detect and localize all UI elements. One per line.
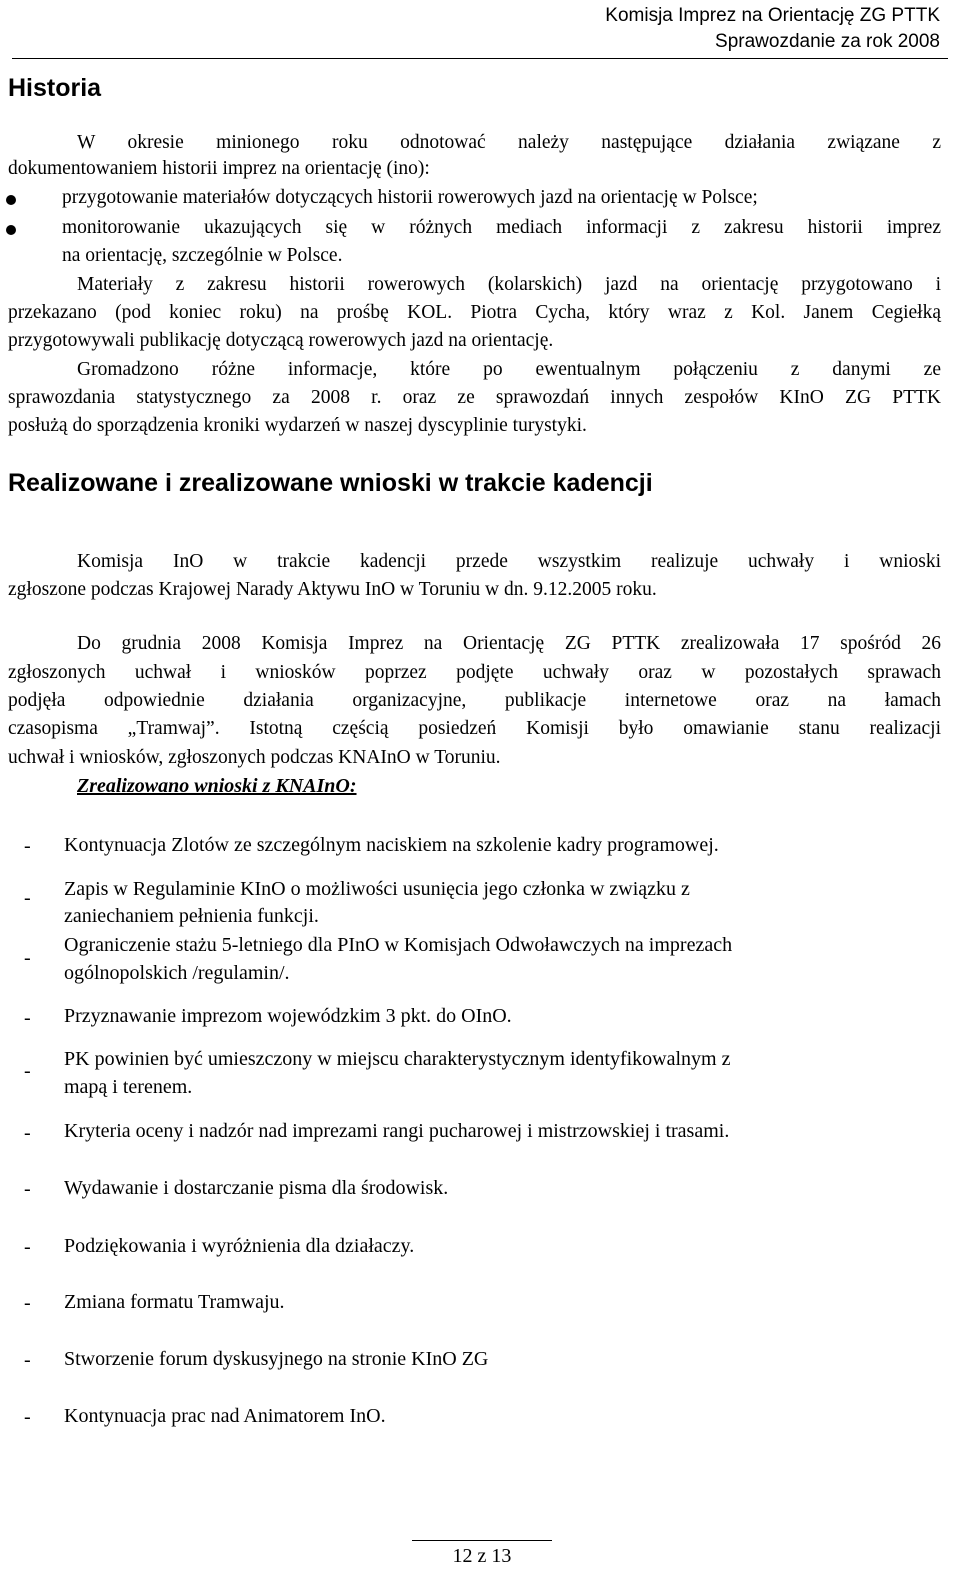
list-dash: -	[24, 1122, 31, 1144]
realization-para2-line-2: zgłoszonych uchwał i wniosków poprzez podjęte uchwały oraz w pozostałych sprawach	[8, 662, 941, 683]
history-para3-line-1: Gromadzono różne informacje, które po ewentualnym połączeniu z danymi ze	[77, 359, 941, 380]
history-para2-line-2: przekazano (pod koniec roku) na prośbę KOL. Piotra Cycha, który wraz z Kol. Janem Cegiełką	[8, 302, 941, 323]
list-item-continuation: mapą i terenem.	[64, 1076, 193, 1098]
bullet-icon	[6, 225, 16, 235]
list-item-continuation: zaniechaniem pełnienia funkcji.	[64, 905, 319, 927]
list-item: Zapis w Regulaminie KInO o możliwości usunięcia jego członka w związku z	[64, 878, 690, 900]
history-intro-line-1: W okresie minionego roku odnotować należy następujące działania związane z	[77, 132, 941, 153]
realized-motions-subheading: Zrealizowano wnioski z KNAInO:	[77, 775, 357, 797]
list-dash: -	[24, 835, 31, 857]
history-bullet-2-line-2: na orientację, szczególnie w Polsce.	[62, 245, 343, 266]
list-dash: -	[24, 1236, 31, 1258]
section-heading-realization: Realizowane i zrealizowane wnioski w trakcie kadencji	[8, 469, 653, 497]
history-para2-line-1: Materiały z zakresu historii rowerowych (kolarskich) jazd na orientację przygotowano i	[77, 274, 941, 295]
page-number: 12 z 13	[452, 1545, 512, 1567]
realization-para1-line-2: zgłoszone podczas Krajowej Narady Aktywu InO w Toruniu w dn. 9.12.2005 roku.	[8, 579, 657, 600]
list-dash: -	[24, 1406, 31, 1428]
list-dash: -	[24, 1007, 31, 1029]
bullet-icon	[6, 195, 16, 205]
list-dash: -	[24, 1292, 31, 1314]
list-item: Stworzenie forum dyskusyjnego na stronie KInO ZG	[64, 1348, 489, 1370]
list-dash: -	[24, 1178, 31, 1200]
list-item: Wydawanie i dostarczanie pisma dla środowisk.	[64, 1177, 449, 1199]
list-item-continuation: ogólnopolskich /regulamin/.	[64, 962, 290, 984]
history-bullet-2-line-1: monitorowanie ukazujących się w różnych mediach informacji z zakresu historii imprez	[62, 217, 941, 238]
realization-para2-line-3: podjęła odpowiednie działania organizacyjne, publikacje internetowe oraz na łamach	[8, 690, 941, 711]
list-item: Zmiana formatu Tramwaju.	[64, 1291, 285, 1313]
list-dash: -	[24, 947, 31, 969]
footer-divider	[412, 1540, 552, 1541]
list-item: Kryteria oceny i nadzór nad imprezami rangi pucharowej i mistrzowskiej i trasami.	[64, 1120, 730, 1142]
list-dash: -	[24, 1349, 31, 1371]
realization-para2-line-4: czasopisma „Tramwaj”. Istotną częścią posiedzeń Komisji było omawianie stanu realizacji	[8, 718, 941, 739]
history-para3-line-3: posłużą do sporządzenia kroniki wydarzeń w naszej dyscyplinie turystyki.	[8, 415, 587, 436]
list-dash: -	[24, 887, 31, 909]
section-heading-history: Historia	[8, 74, 102, 102]
history-para2-line-3: przygotowywali publikację dotyczącą rowerowych jazd na orientację.	[8, 330, 554, 351]
realization-para1-line-1: Komisja InO w trakcie kadencji przede wszystkim realizuje uchwały i wnioski	[77, 551, 941, 572]
realization-para2-line-5: uchwał i wniosków, zgłoszonych podczas KNAInO w Toruniu.	[8, 747, 501, 768]
header-report-title: Sprawozdanie za rok 2008	[715, 31, 940, 52]
list-item: Podziękowania i wyróżnienia dla działaczy.	[64, 1235, 415, 1257]
history-para3-line-2: sprawozdania statystycznego za 2008 r. oraz ze sprawozdań innych zespołów KInO ZG PTTK	[8, 387, 941, 408]
history-intro-line-2: dokumentowaniem historii imprez na orientację (ino):	[8, 158, 430, 179]
list-item: PK powinien być umieszczony w miejscu charakterystycznym identyfikowalnym z	[64, 1048, 731, 1070]
header-organization: Komisja Imprez na Orientację ZG PTTK	[605, 5, 940, 26]
list-item: Kontynuacja Zlotów ze szczególnym naciskiem na szkolenie kadry programowej.	[64, 834, 719, 856]
history-bullet-1: przygotowanie materiałów dotyczących historii rowerowych jazd na orientację w Polsce;	[62, 187, 758, 208]
list-item: Przyznawanie imprezom wojewódzkim 3 pkt. do OInO.	[64, 1005, 512, 1027]
list-item: Kontynuacja prac nad Animatorem InO.	[64, 1405, 386, 1427]
list-item: Ograniczenie stażu 5-letniego dla PInO w Komisjach Odwoławczych na imprezach	[64, 934, 733, 956]
list-dash: -	[24, 1060, 31, 1082]
header-divider	[12, 58, 948, 59]
realization-para2-line-1: Do grudnia 2008 Komisja Imprez na Orientację ZG PTTK zrealizowała 17 spośród 26	[77, 633, 941, 654]
